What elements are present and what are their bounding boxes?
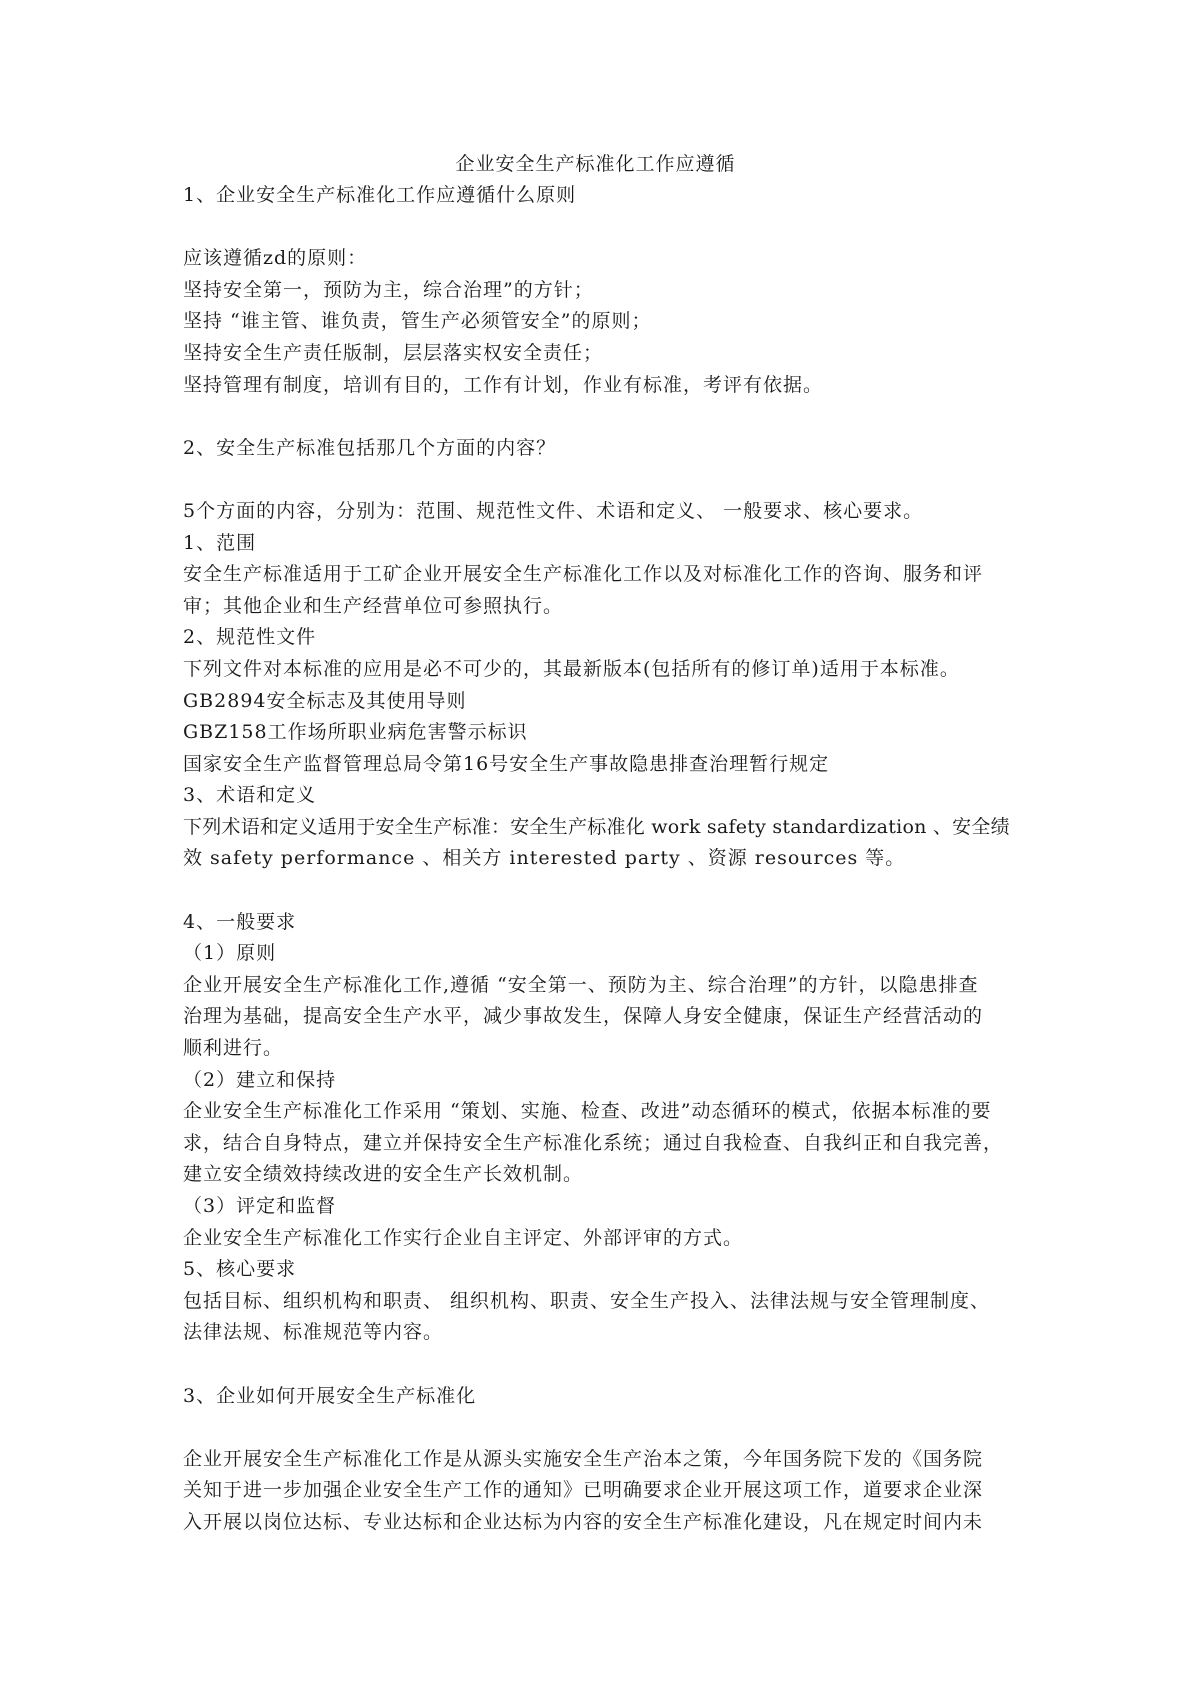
text-line: 入开展以岗位达标、专业达标和企业达标为内容的安全生产标准化建设，凡在规定时间内未: [183, 1510, 984, 1533]
blank-line: [183, 875, 1021, 907]
text-line: 2、规范性文件: [183, 626, 317, 649]
text-line: 顺利进行。: [183, 1037, 284, 1060]
blank-line: [183, 401, 1021, 433]
text-line: 求，结合自身特点，建立并保持安全生产标准化系统；通过自我检查、自我纠正和自我完善，: [183, 1131, 1004, 1154]
text-line: 下列术语和定义适用于安全生产标准：安全生产标准化 work safety standardization 、安全绩: [183, 815, 1010, 838]
text-line: 企业安全生产标准化工作采用 “策划、实施、检查、改进”动态循环的模式，依据本标准的要: [183, 1100, 992, 1123]
text-line: 4、一般要求: [183, 910, 297, 933]
text-line: 下列文件对本标准的应用是必不可少的，其最新版本(包括所有的修订单)适用于本标准。: [183, 657, 960, 680]
text-line: 2、安全生产标准包括那几个方面的内容？: [183, 436, 557, 459]
text-line: 企业安全生产标准化工作实行企业自主评定、外部评审的方式。: [183, 1226, 744, 1249]
blank-line: [183, 1349, 1021, 1381]
text-line: 效 safety performance 、相关方 interested party 、资源 resources 等。: [183, 847, 906, 870]
text-line: 3、术语和定义: [183, 784, 317, 807]
text-line: 法律法规、标准规范等内容。: [183, 1321, 444, 1344]
text-line: 5个方面的内容，分别为：范围、规范性文件、术语和定义、 一般要求、核心要求。: [183, 499, 924, 522]
text-line: 3、企业如何开展安全生产标准化: [183, 1384, 477, 1407]
text-line: 1、企业安全生产标准化工作应遵循什么原则: [183, 184, 577, 206]
text-line: （3）评定和监督: [183, 1195, 337, 1217]
text-line: 审；其他企业和生产经营单位可参照执行。: [183, 594, 564, 617]
blank-line: [183, 1412, 1021, 1444]
text-line: （2）建立和保持: [183, 1068, 337, 1091]
text-line: 国家安全生产监督管理总局令第16号安全生产事故隐患排查治理暂行规定: [183, 752, 830, 775]
text-line: 坚持安全第一，预防为主，综合治理”的方针；: [183, 278, 594, 301]
text-line: 安全生产标准适用于工矿企业开展安全生产标准化工作以及对标准化工作的咨询、服务和评: [183, 563, 984, 586]
text-line: 企业开展安全生产标准化工作是从源头实施安全生产治本之策，今年国务院下发的《国务院: [183, 1447, 984, 1470]
text-line: 企业开展安全生产标准化工作,遵循 “安全第一、预防为主、综合治理”的方针，以隐患排查: [183, 973, 979, 996]
text-line: 应该遵循zd的原则：: [183, 247, 368, 270]
text-line: 坚持安全生产责任版制，层层落实权安全责任；: [183, 341, 604, 364]
text-line: 1、范围: [183, 531, 257, 554]
document-body: [183, 180, 1021, 1539]
text-line: （1）原则: [183, 942, 277, 965]
text-line: 建立安全绩效持续改进的安全生产长效机制。: [183, 1163, 584, 1186]
text-line: 5、核心要求: [183, 1258, 297, 1281]
text-line: 包括目标、组织机构和职责、 组织机构、职责、安全生产投入、法律法规与安全管理制度、: [183, 1289, 991, 1312]
text-line: 坚持 “谁主管、谁负责，管生产必须管安全”的原则；: [183, 310, 652, 333]
text-line: GBZ158工作场所职业病危害警示标识: [183, 721, 528, 744]
text-line: 关知于进一步加强企业安全生产工作的通知》已明确要求企业开展这项工作，道要求企业深: [183, 1479, 984, 1502]
blank-line: [183, 212, 1021, 244]
document-title: 企业安全生产标准化工作应遵循: [455, 153, 736, 175]
blank-line: [183, 464, 1021, 496]
text-line: 治理为基础，提高安全生产水平，减少事故发生，保障人身安全健康，保证生产经营活动的: [183, 1005, 984, 1028]
text-line: 坚持管理有制度，培训有目的，工作有计划，作业有标准，考评有依据。: [183, 373, 824, 396]
text-line: GB2894安全标志及其使用导则: [183, 689, 467, 712]
